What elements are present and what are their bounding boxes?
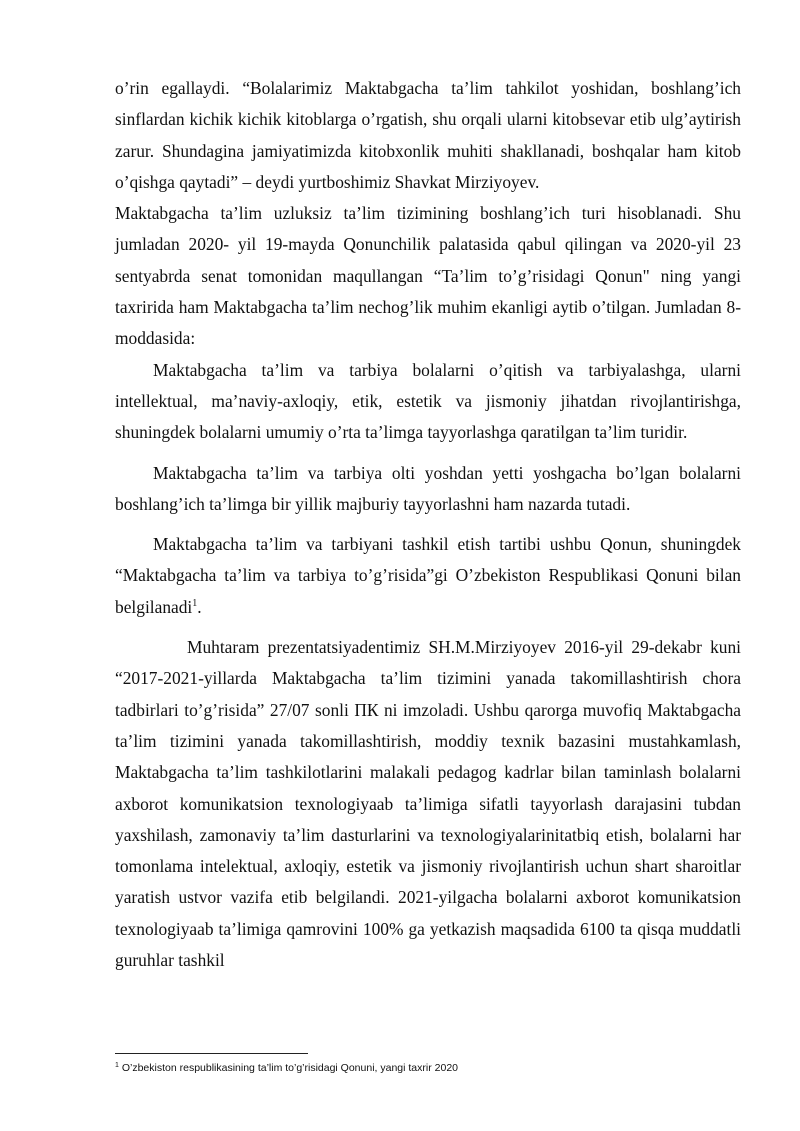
- paragraph: Maktabgacha ta’lim va tarbiya olti yoshdan yetti yoshgacha bo’lgan bolalarni boshlang’ich ta’limga bir yillik majburiy tayyorlashni ham nazarda tutadi.: [115, 462, 741, 514]
- footnote-text: O’zbekiston respublikasining ta’lim to’g’risidagi Qonuni, yangi taxrir 2020: [121, 1062, 458, 1074]
- paragraph-text: Maktabgacha ta’lim va tarbiyani tashkil etish tartibi ushbu Qonun, shuningdek “Maktabgacha ta’lim va tarbiya to’g’risida”gi O’zbekiston Respublikasi Qonuni bilan belgilanadi: [115, 534, 741, 617]
- footnote: [115, 1061, 741, 1075]
- paragraph: Muhtaram prezentatsiyadentimiz SH.M.Mirziyoyev 2016-yil 29-dekabr kuni “2017-2021-yillarda Maktabgacha ta’lim tizimini yanada takomillashtirish chora tadbirlari to’g’risida” 27/07 sonli ПК ni imzoladi. Ushbu qarorga muvofiq Maktabgacha ta’lim tizimini yanada takomillashtirish, moddiy texnik bazasini mustahkamlash, Maktabgacha ta’lim tashkilotlarini malakali pedagog kadrlar bilan taminlash bolalarni axborot komunikatsion texnologiyaab ta’limiga sifatli tayyorlash darajasini tubdan yaxshilash, zamonaviy ta’lim dasturlarini va texnologiyalarinitatbiq etish, bolalarni har tomonlama intelektual, axloqiy, estetik va jismoniy rivojlantirish uchun shart sharoitlar yaratish ustvor vazifa etib belgilandi. 2021-yilgacha bolalarni axborot komunikatsion texnologiyaab ta’limiga qamrovini 100% ga yetkazish maqsadida 6100 ta qisqa muddatli guruhlar tashkil: [115, 637, 741, 971]
- body-text: [115, 73, 741, 976]
- footnote-number: 1: [115, 1062, 119, 1069]
- paragraph: o’rin egallaydi. “Bolalarimiz Maktabgacha ta’lim tahkilot yoshidan, boshlang’ich sinflardan kichik kichik kitoblarga o’rgatish, shu orqali ularni kitobsevar etib ulg’aytirish zarur. Shundagina jamiyatimizda kitobxonlik muhiti shakllanadi, boshqalar ham kitob o’qishga qaytadi” – deydi yurtboshimiz Shavkat Mirziyoyev.: [115, 78, 741, 192]
- footnote-separator: [115, 1053, 308, 1054]
- paragraph: Maktabgacha ta’lim uzluksiz ta’lim tizimining boshlang’ich turi hisoblanadi. Shu jumladan 2020- yil 19-mayda Qonunchilik palatasida qabul qilingan va 2020-yil 23 sentyabrda senat tomonidan maqullangan “Ta’lim to’g’risidagi Qonun" ning yangi taxririda ham Maktabgacha ta’lim nechog’lik muhim ekanligi aytib o’tilgan. Jumladan 8-moddasida:: [115, 203, 741, 349]
- paragraph: [115, 529, 741, 623]
- footnote-reference[interactable]: 1: [192, 597, 198, 609]
- paragraph: Maktabgacha ta’lim va tarbiya bolalarni o’qitish va tarbiyalashga, ularni intellektual, ma’naviy-axloqiy, etik, estetik va jismoniy jihatdan rivojlantirishga, shuningdek bolalarni umumiy o’rta ta’limga tayyorlashga qaratilgan ta’lim turidir.: [115, 359, 741, 443]
- paragraph-end: .: [197, 596, 202, 617]
